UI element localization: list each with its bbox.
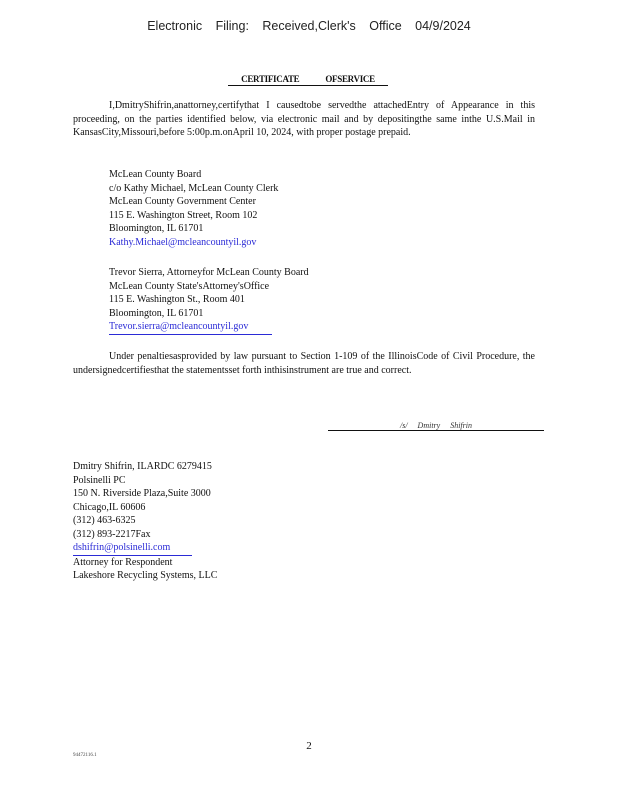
recipient-line: McLean County Board bbox=[109, 169, 202, 180]
page-number: 2 bbox=[306, 740, 312, 752]
filing-stamp-header: Electronic Filing: Received,Clerk's Office 04/9/2024 bbox=[147, 19, 471, 33]
recipient-block-2 bbox=[109, 266, 309, 335]
attorney-role-line: Attorney for Respondent bbox=[73, 556, 173, 568]
recipient-line: Bloomington, IL 61701 bbox=[109, 307, 204, 319]
attorney-line: (312) 463-6325 bbox=[73, 515, 136, 526]
signature-text: /s/ Dmitry Shifrin bbox=[399, 421, 472, 430]
recipient-line: c/o Kathy Michael, McLean County Clerk bbox=[109, 182, 279, 194]
attorney-line: Chicago,IL 60606 bbox=[73, 501, 146, 513]
document-number: 94472116.1 bbox=[73, 753, 97, 758]
attorney-email-link[interactable]: dshifrin@polsinelli.com bbox=[73, 541, 192, 556]
attorney-block bbox=[73, 460, 217, 583]
attorney-line: 150 N. Riverside Plaza,Suite 3000 bbox=[73, 488, 211, 499]
recipient-email-link[interactable]: Trevor.sierra@mcleancountyil.gov bbox=[109, 320, 272, 335]
signature-line bbox=[328, 430, 544, 431]
attorney-line: Dmitry Shifrin, ILARDC 6279415 bbox=[73, 461, 212, 472]
recipient-line: 115 E. Washington St., Room 401 bbox=[109, 294, 245, 305]
intro-paragraph-text: I,DmitryShifrin,anattorney,certifythat I causedtobe servedthe attachedEntry of Appearance in this proceeding, on the parties identified below, via electronic mail and by depositingthe same inthe U.S.Mail in KansasCity,Missouri,before 5:00p.m.onApril 10, 2024, with proper postage prepaid. bbox=[73, 100, 535, 138]
recipient-block-1 bbox=[109, 168, 278, 249]
recipient-line: McLean County Government Center bbox=[109, 196, 256, 207]
certification-paragraph bbox=[73, 350, 535, 377]
recipient-line: McLean County State'sAttorney'sOffice bbox=[109, 280, 270, 292]
title-underline bbox=[228, 85, 388, 86]
recipient-line: Bloomington, IL 61701 bbox=[109, 223, 204, 234]
attorney-line: Polsinelli PC bbox=[73, 474, 126, 486]
recipient-email-link[interactable]: Kathy.Michael@mcleancountyil.gov bbox=[109, 236, 257, 248]
recipient-line: 115 E. Washington Street, Room 102 bbox=[109, 209, 258, 221]
intro-paragraph bbox=[73, 99, 535, 140]
certification-paragraph-text: Under penaltiesasprovided by law pursuant to Section 1-109 of the IllinoisCode of Civil Procedure, the undersignedcertifiesthat the statementsset forth inthisinstrument are true and correct. bbox=[73, 351, 535, 376]
attorney-line: (312) 893-2217Fax bbox=[73, 528, 151, 540]
recipient-line: Trevor Sierra, Attorneyfor McLean County Board bbox=[109, 267, 309, 278]
document-title: CERTIFICATE OFSERVICE bbox=[241, 74, 375, 84]
attorney-role-line: Lakeshore Recycling Systems, LLC bbox=[73, 570, 218, 581]
